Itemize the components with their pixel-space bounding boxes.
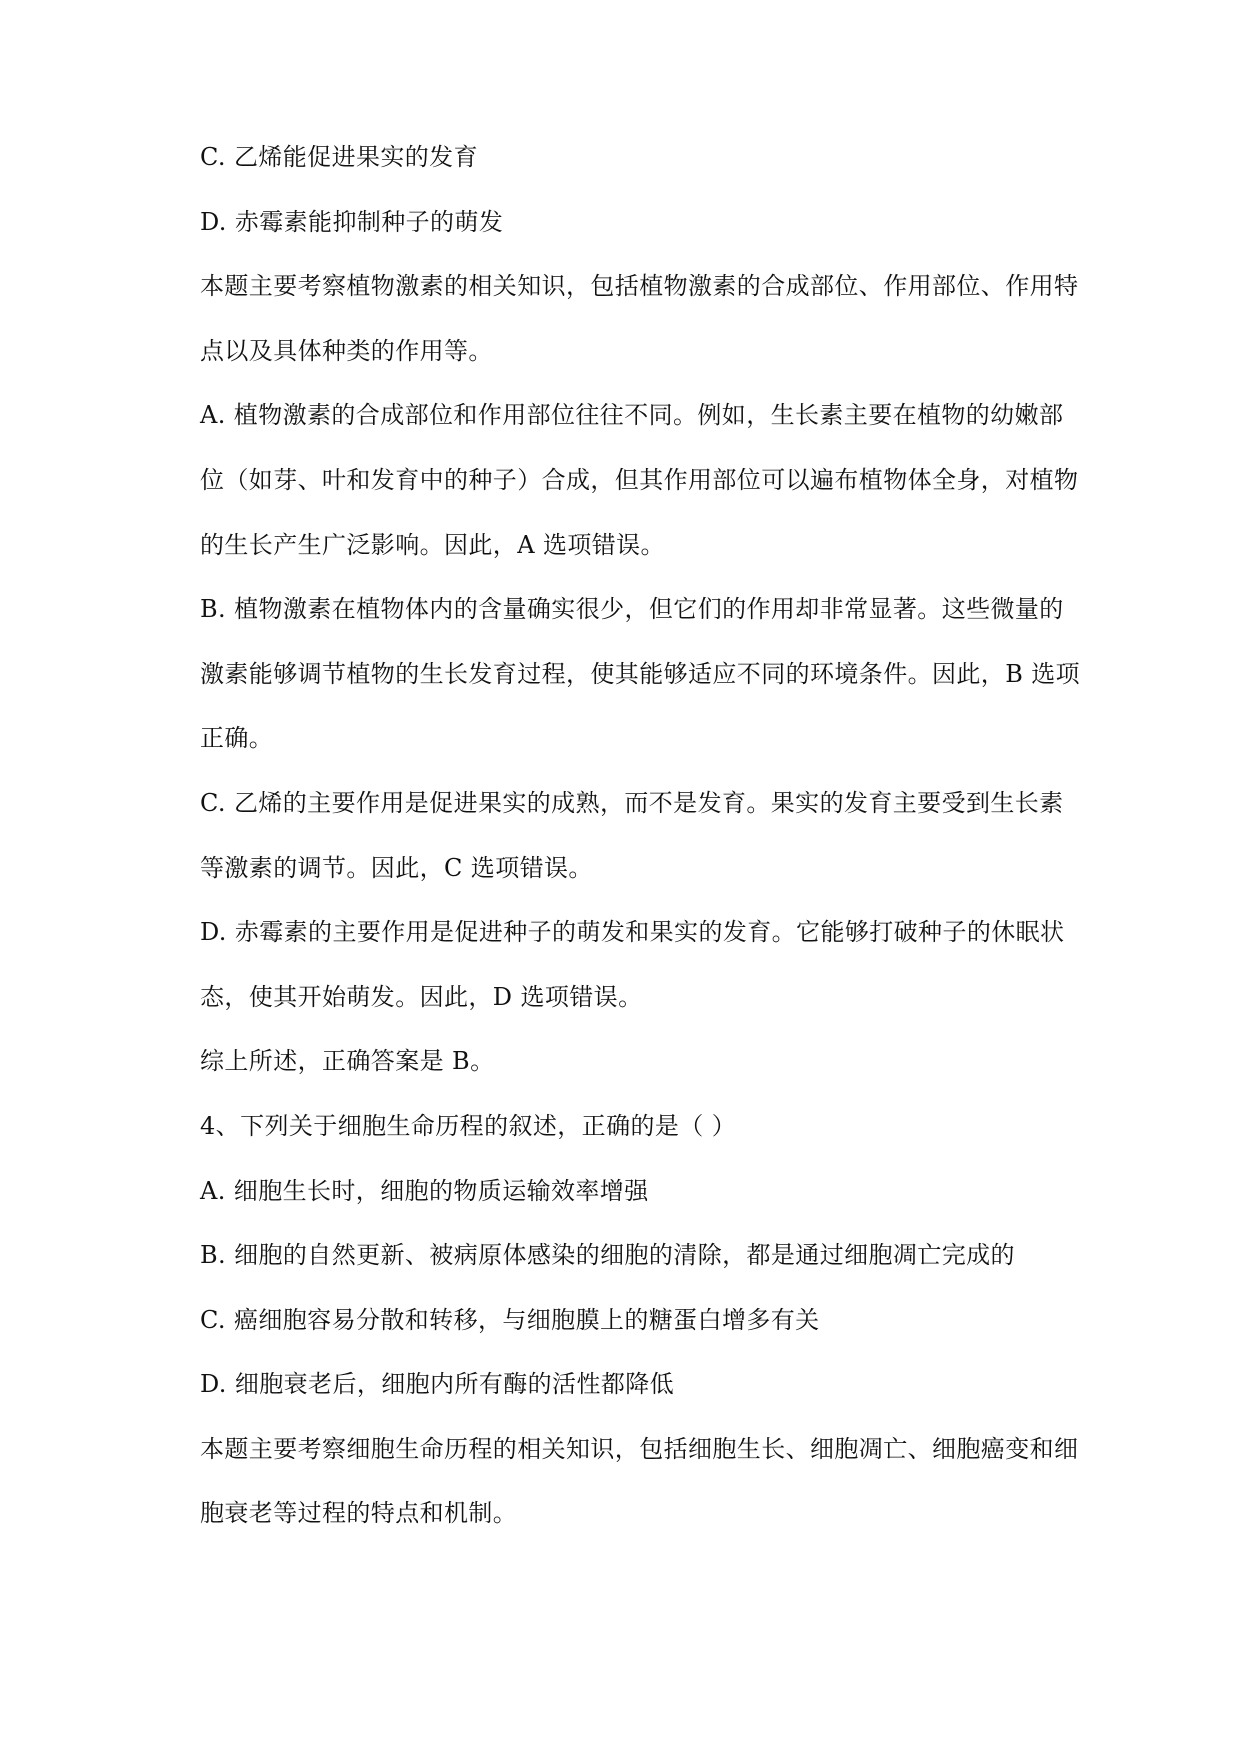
question-4-option-b: B. 细胞的自然更新、被病原体感染的细胞的清除，都是通过细胞凋亡完成的	[200, 1241, 1015, 1270]
analysis-intro-line-2: 点以及具体种类的作用等。	[200, 336, 493, 365]
analysis-a-line-1: A. 植物激素的合成部位和作用部位往往不同。例如，生长素主要在植物的幼嫩部	[200, 401, 1064, 430]
analysis-d-line-2: 态，使其开始萌发。因此，D 选项错误。	[200, 982, 643, 1011]
question-4-option-c: C. 癌细胞容易分散和转移，与细胞膜上的糖蛋白增多有关	[200, 1305, 820, 1334]
analysis-c-line-1: C. 乙烯的主要作用是促进果实的成熟，而不是发育。果实的发育主要受到生长素	[200, 788, 1064, 817]
question-4-option-a: A. 细胞生长时，细胞的物质运输效率增强	[200, 1176, 649, 1205]
option-d-prev-question: D. 赤霉素能抑制种子的萌发	[200, 207, 504, 236]
analysis-c-line-2: 等激素的调节。因此，C 选项错误。	[200, 853, 593, 882]
question-4-analysis-line-1: 本题主要考察细胞生命历程的相关知识，包括细胞生长、细胞凋亡、细胞癌变和细	[200, 1434, 1079, 1463]
analysis-a-line-2: 位（如芽、叶和发育中的种子）合成，但其作用部位可以遍布植物体全身，对植物	[200, 465, 1079, 494]
analysis-a-line-3: 的生长产生广泛影响。因此，A 选项错误。	[200, 530, 665, 559]
analysis-intro-line-1: 本题主要考察植物激素的相关知识，包括植物激素的合成部位、作用部位、作用特	[200, 272, 1079, 301]
question-4-stem: 4、下列关于细胞生命历程的叙述，正确的是（ ）	[200, 1111, 737, 1140]
question-4-option-d: D. 细胞衰老后，细胞内所有酶的活性都降低	[200, 1370, 675, 1399]
answer-summary: 综上所述，正确答案是 B。	[200, 1047, 495, 1076]
document-body	[200, 140, 1080, 1561]
question-4-analysis-line-2: 胞衰老等过程的特点和机制。	[200, 1499, 518, 1528]
analysis-b-line-2: 激素能够调节植物的生长发育过程，使其能够适应不同的环境条件。因此，B 选项	[200, 659, 1081, 688]
analysis-b-line-1: B. 植物激素在植物体内的含量确实很少，但它们的作用却非常显著。这些微量的	[200, 595, 1064, 624]
analysis-d-line-1: D. 赤霉素的主要作用是促进种子的萌发和果实的发育。它能够打破种子的休眠状	[200, 918, 1065, 947]
analysis-b-line-3: 正确。	[200, 724, 274, 753]
option-c-prev-question: C. 乙烯能促进果实的发育	[200, 143, 478, 171]
